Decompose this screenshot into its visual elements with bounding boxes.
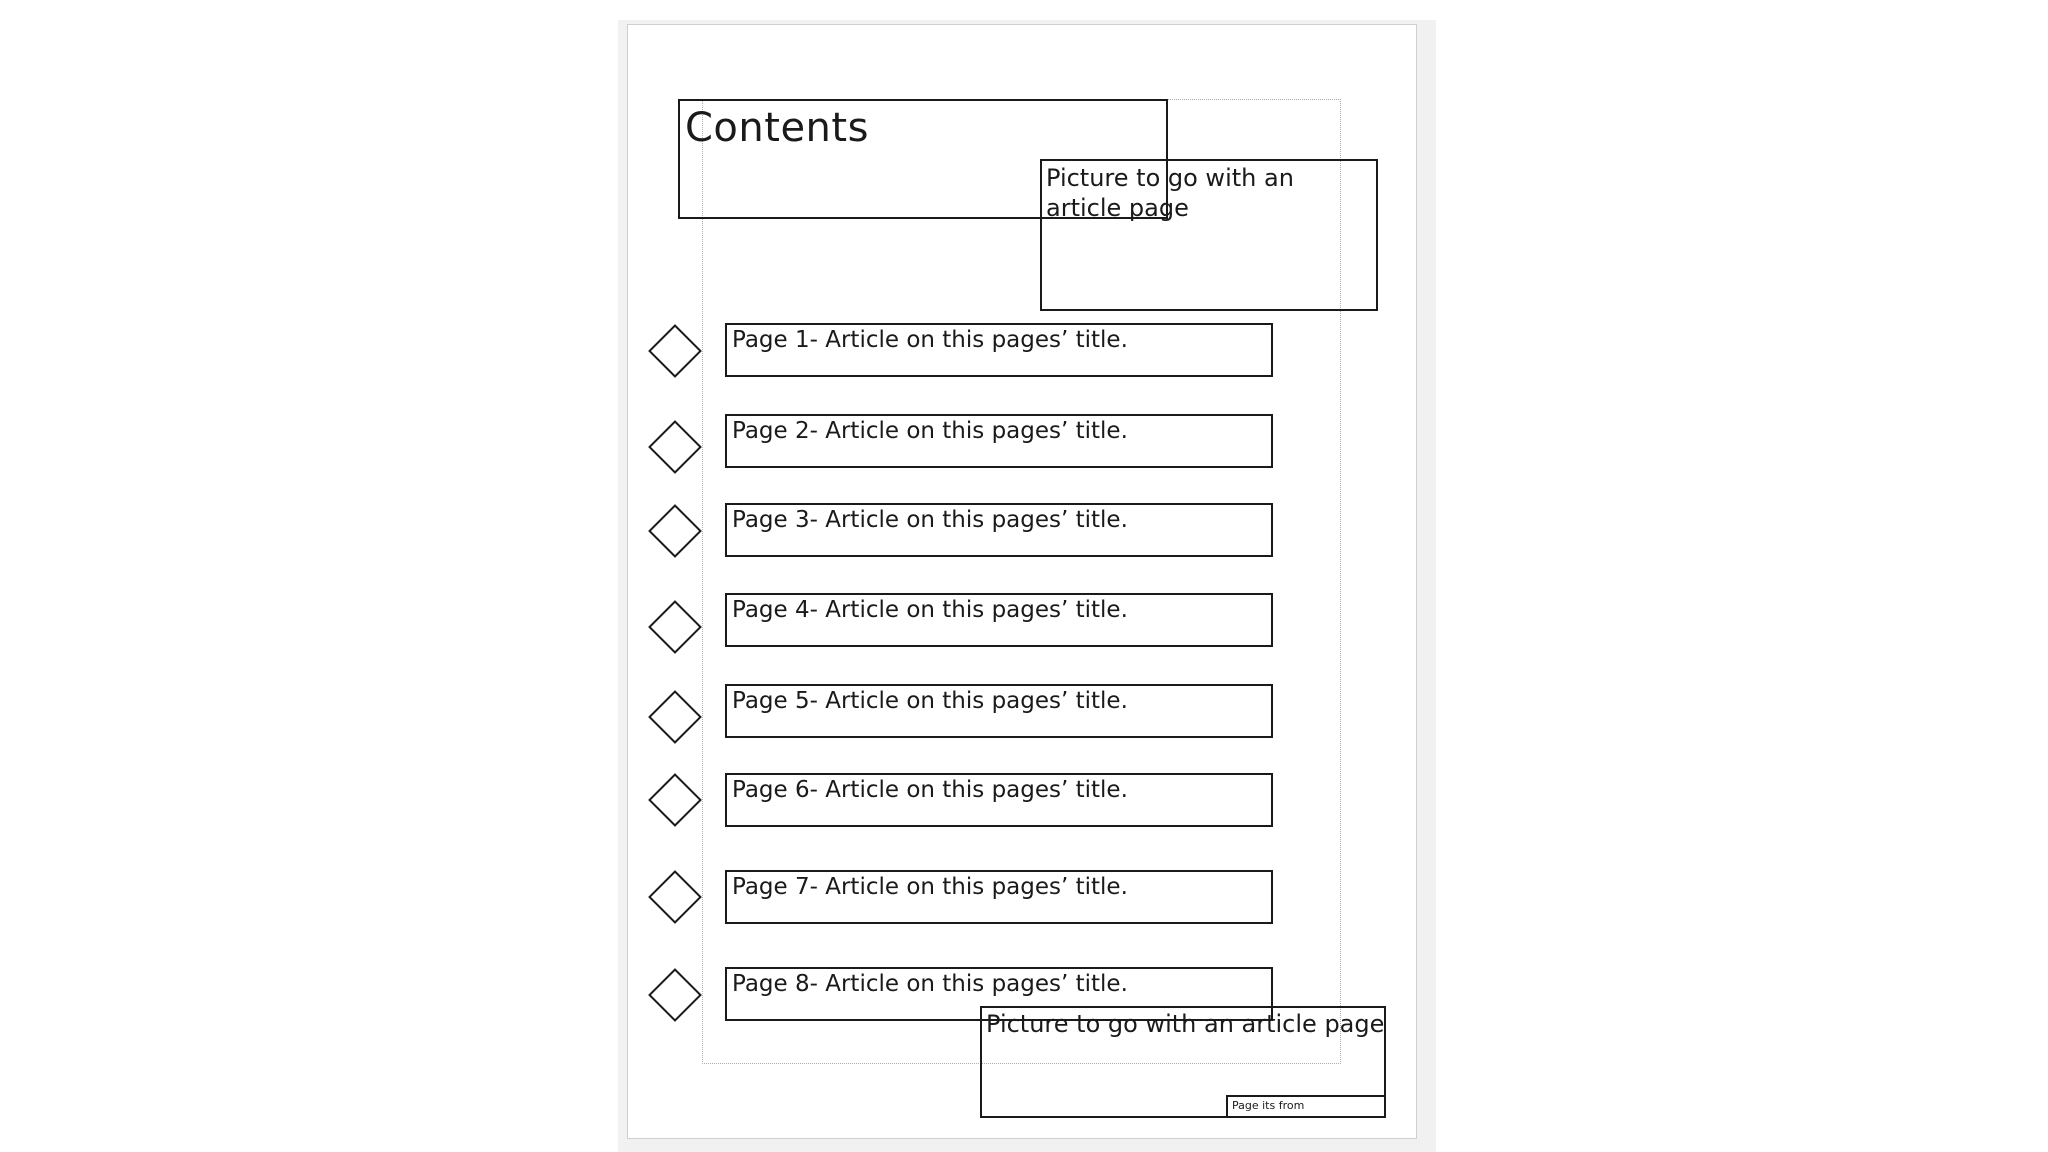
bottom-picture-caption[interactable]: Page its from — [1226, 1095, 1386, 1118]
contents-title[interactable]: Contents — [678, 99, 1168, 219]
contents-entry-7[interactable]: Page 7- Article on this pages’ title. — [725, 870, 1273, 924]
contents-entry-8[interactable]: Page 8- Article on this pages’ title. — [725, 967, 1273, 1021]
contents-entry-2[interactable]: Page 2- Article on this pages’ title. — [725, 414, 1273, 468]
contents-entry-6[interactable]: Page 6- Article on this pages’ title. — [725, 773, 1273, 827]
contents-entry-1[interactable]: Page 1- Article on this pages’ title. — [725, 323, 1273, 377]
top-picture-placeholder[interactable]: Picture to go with an article page — [1040, 159, 1378, 311]
contents-entry-5[interactable]: Page 5- Article on this pages’ title. — [725, 684, 1273, 738]
contents-entry-4[interactable]: Page 4- Article on this pages’ title. — [725, 593, 1273, 647]
contents-entry-3[interactable]: Page 3- Article on this pages’ title. — [725, 503, 1273, 557]
bottom-picture-placeholder[interactable]: Picture to go with an article page — [980, 1006, 1386, 1118]
